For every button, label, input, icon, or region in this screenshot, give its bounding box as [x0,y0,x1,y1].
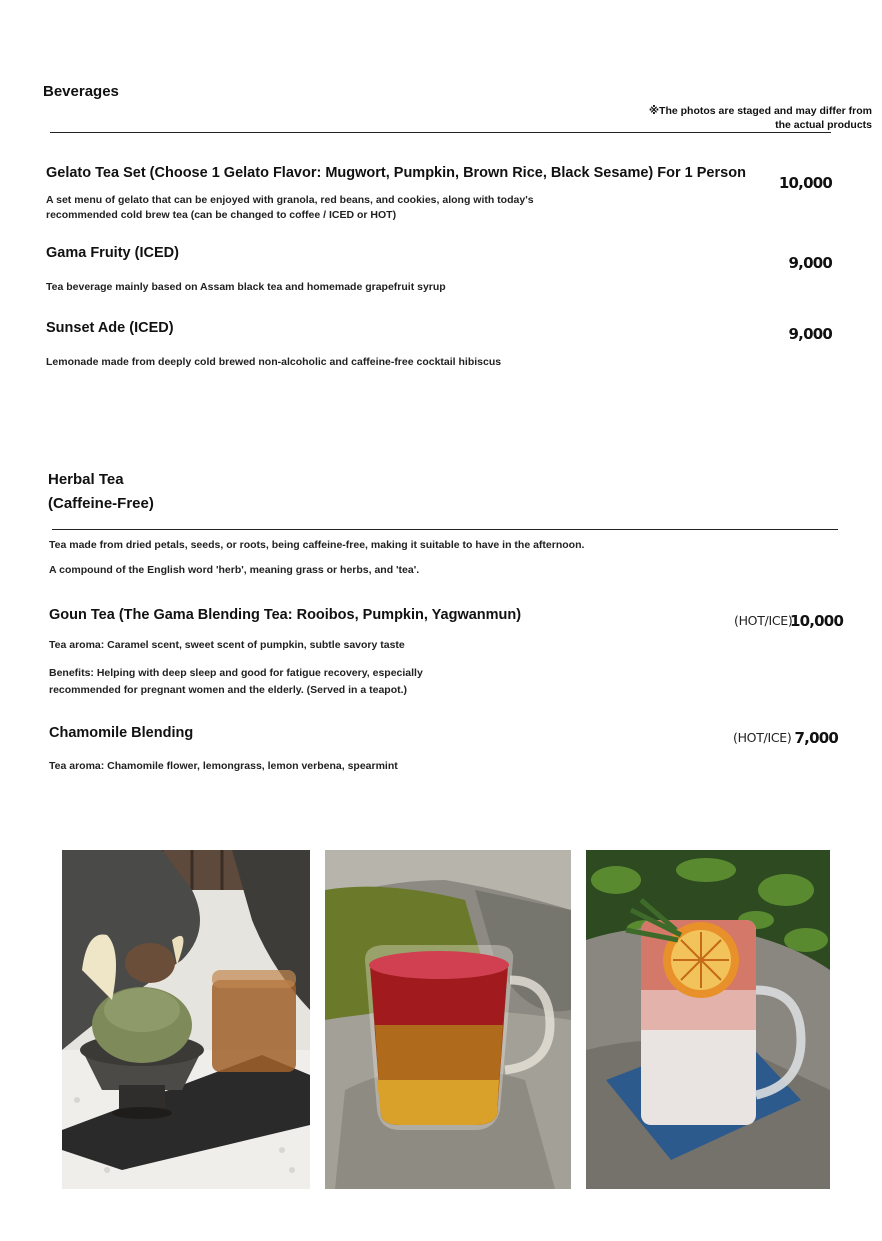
herbal-intro-line2: A compound of the English word 'herb', meaning grass or herbs, and 'tea'. [49,564,420,576]
photo-disclaimer [572,104,872,132]
beverages-title: Beverages [43,83,119,100]
benefits-line: Benefits: Helping with deep sleep and good for fatigue recovery, especially [49,667,423,679]
herbal-tea-title [48,468,154,516]
menu-item-chamomile-temperature: (HOT/ICE) [733,730,792,745]
photo-disclaimer-line2: the actual products [775,119,872,131]
herbal-intro-line1: Tea made from dried petals, seeds, or roots, being caffeine-free, making it suitable to have in the afternoon. [49,539,585,551]
gama-fruity-photo [325,850,571,1189]
benefits-line: recommended for pregnant women and the elderly. (Served in a teapot.) [49,684,408,696]
herbal-divider [52,529,838,530]
menu-item-goun-tea-aroma: Tea aroma: Caramel scent, sweet scent of pumpkin, subtle savory taste [49,639,405,651]
menu-item-chamomile-price: 7,000 [794,729,838,747]
herbal-tea-title-line2: (Caffeine-Free) [48,495,154,512]
menu-item-sunset-ade-price: 9,000 [788,325,832,343]
menu-item-gelato-tea-set-price: 10,000 [778,174,832,192]
menu-item-gama-fruity-name: Gama Fruity (ICED) [46,245,179,261]
sunset-ade-photo [586,850,830,1189]
menu-item-chamomile-name: Chamomile Blending [49,725,194,741]
menu-item-chamomile-aroma: Tea aroma: Chamomile flower, lemongrass, lemon verbena, spearmint [49,760,398,772]
menu-item-goun-tea-name: Goun Tea (The Gama Blending Tea: Rooibos, Pumpkin, Yagwanmun) [49,607,522,623]
menu-item-goun-tea-benefits [49,665,649,699]
menu-item-goun-tea-temperature: (HOT/ICE) [734,613,793,628]
gelato-set-photo [62,850,310,1189]
photo-disclaimer-line1: ※The photos are staged and may differ from [648,105,872,117]
menu-item-goun-tea-price: 10,000 [790,612,844,630]
menu-item-gama-fruity-description: Tea beverage mainly based on Assam black tea and homemade grapefruit syrup [46,281,446,293]
herbal-tea-title-line1: Herbal Tea [48,471,124,488]
menu-item-sunset-ade-name: Sunset Ade (ICED) [46,320,174,336]
menu-item-sunset-ade-description: Lemonade made from deeply cold brewed non-alcoholic and caffeine-free cocktail hibiscus [46,356,502,368]
description-line: recommended cold brew tea (can be changed to coffee / ICED or HOT) [46,209,397,221]
menu-item-gelato-tea-set-name: Gelato Tea Set (Choose 1 Gelato Flavor: Mugwort, Pumpkin, Brown Rice, Black Sesame) For 1 Person [46,165,746,181]
beverages-divider [50,132,831,133]
menu-item-gama-fruity-price: 9,000 [788,254,832,272]
menu-item-gelato-tea-set-description [46,193,606,223]
description-line: A set menu of gelato that can be enjoyed with granola, red beans, and cookies, along with today's [46,194,534,206]
